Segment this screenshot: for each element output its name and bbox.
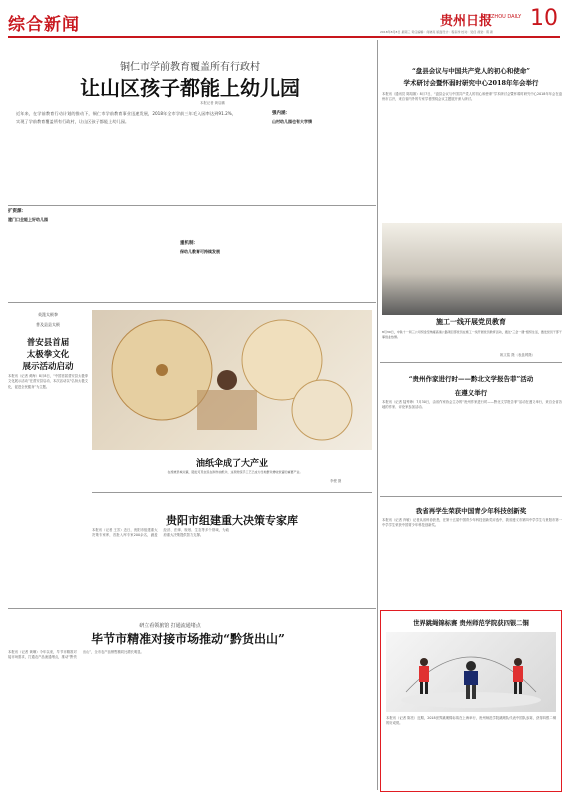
rope-skipping-photo [386,632,556,712]
lead-headline: 让山区孩子都能上幼儿园 [80,76,300,100]
rt2-kicker: “贵州作家进行时——黔北文学报告菲”活动 [408,375,534,383]
police-photo-credit: 姚文铭 摄（表盘网摄） [500,353,535,357]
newspaper-logo-en: GUIZHOU DAILY [482,14,522,20]
rt1-headline: 学术研讨会暨怀弱时研究中心2018年年会举行 [403,79,539,87]
construction-site-photo [382,223,562,315]
rt2-headline: 在遵义举行 [454,389,488,397]
lead-col-4 [272,110,370,298]
left-mid-headline-2: 太极拳文化 [26,350,70,360]
lead-col-2 [92,208,174,298]
left-mid-kicker-2: 普及县县太极 [36,322,60,327]
section-title: 综合新闻 [8,15,80,35]
dance-headline: 油纸伞成了大产业 [195,459,268,469]
lead-subhead-1b: 建门口全能上好幼儿园 [8,217,48,222]
bijie-headline: 毕节市精准对接市场推动“黔货出山” [91,632,285,646]
page-number: 10 [530,6,558,31]
lead-subhead-1: 扩资源： [8,209,26,214]
dance-caption: 在施秉县城关镇，随处可见农民在制作油纸伞，这项传统手工艺已成为当地群众增收致富的重要产业。 [167,470,303,474]
lead-subhead-3: 保幼儿教育可持续发展 [180,249,220,254]
rope-headline: 世界跳绳锦标赛 贵州师范学院获四银二铜 [413,620,529,627]
rt1-kicker: “盘县会议与中国共产党人的初心和使命” [412,67,530,75]
dance-credit: 李俊 摄 [330,479,342,483]
expert-divider [92,492,372,493]
bijie-body: 本报讯（记者 黄琳）今年以来，毕节市精准对接市场需求，打通农产品流通堵点，推动“黔货出山”，全市农产品销售额同比增长明显。 [8,650,144,660]
lead-subhead-2: 重机制： [180,241,198,246]
mid-divider [8,302,376,303]
umbrella-photo-illustration [92,310,372,450]
left-mid-body: 本报讯（记者 黄海）8月8日，“中国首届普安县太极拳文化展示活动”在普安县启动，本次活动以“弘扬太极文化，促进全民健身”为主题。 [8,374,88,389]
rt3-body: 本报讯（记者 肖敏）记者从省科协获悉，在第十五届中国青少年科技创新奖评选中，我省遵义市第四中学学生与贵阳市第一中学学生荣获中国青少年科技创新奖。 [382,518,562,528]
left-mid-headline-1: 普安县首届 [26,338,70,348]
page-header [0,0,568,40]
lead-byline: 本报记者 黄启鹏 [200,101,225,105]
lead-col-1 [8,208,88,298]
rope-photo-illustration [386,632,556,712]
rt-divider-2 [380,496,562,497]
lead-col-3 [180,110,266,298]
rt-divider-1 [380,362,562,363]
rt2-body: 本报讯（记者 陆秀珍）7月30日，由省作家协会主办的“贵州作家进行时——黔北文学报告菲”活动在遵义举行，来自全省各地的作家、评论家参加活动。 [382,400,562,410]
oil-paper-umbrella-photo [92,310,372,450]
header-meta: 2018年8月8日 星期三 责任编辑：何晓亮 版面设计：程家珍 校对：吴佳 视觉：陈 新 [380,30,494,34]
bottom-divider [8,608,376,609]
lead-subhead-5: 山村幼儿园也有大学情 [272,119,312,124]
column-divider [377,40,378,790]
police-photo-text: 8月30日，中铁十一局三公司织金至纳雍高速公路项目部党员在施工一线开展党员教育活动，通过“三会一课”组织生活，激发党员干部干事创业热情。 [382,330,562,339]
rope-body: 本报讯（记者 陈亮）近期，2018世界跳绳锦标赛在上海举行，贵州师范学院跳绳队代表中国队参赛，获得四银二铜的好成绩。 [386,716,556,726]
expert-headline: 贵阳市组建重大决策专家库 [166,514,298,527]
rt3-headline: 我省再学生荣获中国青少年科技创新奖 [415,507,527,515]
rt1-body: 本报讯（通讯员 陈绍雄）8月7日，“盘县会议与中国共产党人的初心和使命”学术研讨会暨怀弱时研究中心2018年年会在盘州市召开，来自省内外的专家学者围绕会议主题展开深入研讨。 [382,92,562,102]
left-mid-headline-3: 展示活动启动 [22,362,74,372]
left-mid-kicker-1: 英派太极拳 [38,312,58,317]
lead-intro: 近年来，在学前教育行动计划的推动下，铜仁市学前教育事业迅速发展，2018年全市学前三年毛入园率达到91.2%，实现了学前教育覆盖所有行政村，让山区孩子都能上幼儿园。 [16,111,236,124]
police-photo-caption: 施工一线开展党员教育 [436,317,506,326]
expert-body: 本报讯（记者 王芳）近日，贵阳市组建重大决策专家库，首批入库专家200余名，涵盖经济、法律、规划、生态等多个领域，为政府重大决策提供智力支撑。 [92,528,229,538]
header-rule [8,36,560,38]
lead-kicker: 铜仁市学前教育覆盖所有行政村 [120,62,260,73]
newspaper-logo: 贵州日报 [440,14,493,29]
bijie-kicker: 研立看领旅馆 打通流通堵点 [139,623,201,629]
lead-subhead-4: 强内涵： [272,111,290,116]
